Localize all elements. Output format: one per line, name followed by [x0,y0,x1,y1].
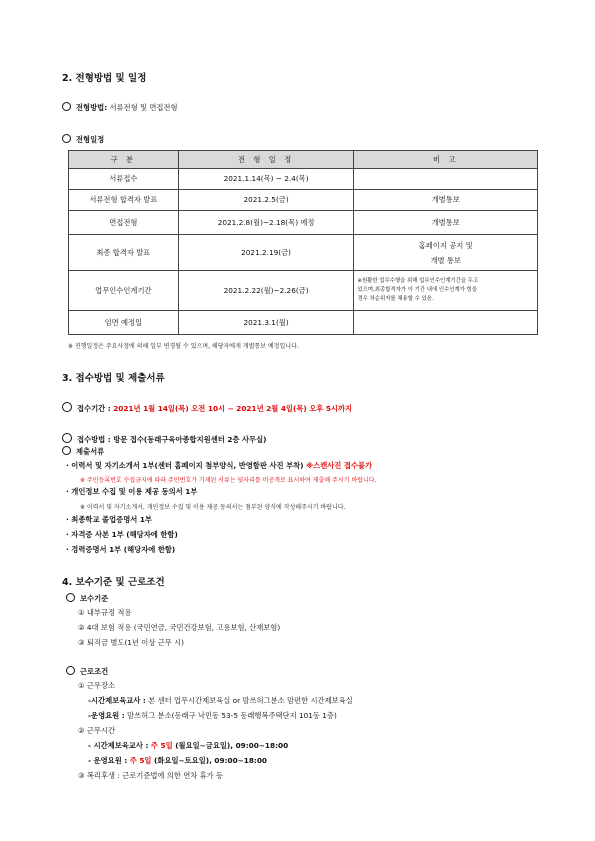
table-cell: 최종 합격자 발표 [69,235,179,271]
section-4-heading: 4. 보수기준 및 근로조건 [62,577,165,588]
schedule-label: 전형일정 [76,135,105,144]
work-item-3: ③ 복리후생 : 근로기준법에 의한 연차 휴가 등 [78,771,224,780]
table-cell: 2021.2.22(월)~2.26(금) [178,271,354,311]
number-icon: ② [78,623,85,632]
docs-label-line [62,446,104,457]
table-row [69,211,538,235]
table-cell: 홈페이지 공지 및 개별 통보 [354,235,538,271]
table-cell-remark: ※원활한 업무수행을 위해 업무인수인계기간을 두고 있으며,최종합격자가 이 기간 내에 인수인계가 힘들 경우 차순위자를 채용할 수 있음. [354,271,538,311]
number-icon: ③ [78,638,85,647]
table-cell [354,169,538,190]
method-line-3 [62,433,267,445]
number-icon: ③ [78,771,85,780]
table-cell: 2021.2.8(월)~2.18(목) 예정 [178,211,354,235]
schedule-table [68,150,538,335]
work-label-line [66,666,108,677]
pay-item-2: ② 4대 보험 적용 (국민연금, 국민건강보험, 고용보험, 산재보험) [78,623,281,632]
table-cell: 2021.2.19(금) [178,235,354,271]
work-item-1b: -운영요원 : 맘쓰허그 분소(동래구 낙민동 53-5 동래행복주택단지 101동 1층) [88,711,337,720]
schedule-label-line [62,134,104,145]
pay-item-3: ③ 퇴직금 별도(1년 이상 근무 시) [78,638,185,647]
table-row [69,271,538,311]
number-icon: ① [78,681,85,690]
doc-item-1-warning: ※스캔사진 접수불가 [303,461,373,470]
doc-item-1-text: · 이력서 및 자기소개서 1부(센터 홈페이지 첨부양식, 반영함판 사진 부착) [66,461,304,470]
doc-item-3: · 최종학교 졸업증명서 1부 [66,515,152,524]
work-label: 근로조건 [80,667,109,676]
table-header-cell: 비 고 [354,151,538,169]
method-line [62,102,178,113]
table-cell: 임면 예정일 [69,311,179,335]
pay-label-line [66,593,108,604]
pay-item-1: ① 내부규정 적용 [78,608,132,617]
doc-item-4: · 자격증 사본 1부 (해당자에 한함) [66,530,178,539]
work-item-1a: -시간제보육교사 : 본 센터 업무시간제보육실 or 맘쓰허그분소 맘편한 시간제보육실 [88,696,353,705]
period-value: 2021년 1월 14일(목) 오전 10시 ~ 2021년 2월 4일(목) 오후 5시까지 [113,404,353,413]
table-cell: 서류접수 [69,169,179,190]
doc-item-5: · 경력증명서 1부 (해당자에 한함) [66,545,176,554]
period-label: 접수기간 : [77,404,114,413]
table-row [69,190,538,211]
section-3-heading: 3. 접수방법 및 제출서류 [62,373,165,384]
table-row [69,311,538,335]
number-icon: ② [78,726,85,735]
table-cell: 2021.2.5(금) [178,190,354,211]
method-value: 서류전형 및 면접전형 [107,103,178,112]
table-header-cell: 전 형 일 정 [178,151,354,169]
circle-bullet-icon [62,134,71,143]
doc-item-1 [66,461,372,471]
number-icon: ① [78,608,85,617]
work-item-1: ① 근무장소 [78,681,116,690]
work-item-2: ② 근무시간 [78,726,116,735]
table-cell [354,311,538,335]
table-header-row [69,151,538,169]
table-cell: 2021.1.14(목) ~ 2.4(목) [178,169,354,190]
receipt-method: 접수방법 : 방문 접수(동래구육아종합지원센터 2층 사무실) [77,435,267,444]
table-cell: 개별통보 [354,211,538,235]
table-cell: 업무인수인계기간 [69,271,179,311]
table-header-cell: 구 분 [69,151,179,169]
section-2-heading: 2. 전형방법 및 일정 [62,73,147,84]
circle-bullet-icon [66,666,75,675]
circle-bullet-icon [62,402,72,412]
doc-item-2: · 개인정보 수집 및 이용 제공 동의서 1부 [66,487,198,496]
circle-bullet-icon [62,446,71,455]
circle-bullet-icon [62,433,72,443]
schedule-footnote: ※ 진행일정은 주요사정에 의해 일부 변경될 수 있으며, 해당자에게 개별통보 예정입니다. [68,343,299,350]
work-item-2b: - 운영요원 : 주 5일 (화요일~토요일), 09:00~18:00 [88,756,267,765]
circle-bullet-icon [62,102,71,111]
table-cell: 면접전형 [69,211,179,235]
work-item-2a: - 시간제보육교사 : 주 5일 (월요일~금요일), 09:00~18:00 [88,741,289,750]
table-cell: 서류전형 합격자 발표 [69,190,179,211]
pay-label: 보수기준 [80,594,109,603]
method-label: 전형방법: [76,103,108,112]
table-row [69,235,538,271]
docs-label: 제출서류 [76,447,105,456]
table-cell: 개별통보 [354,190,538,211]
circle-bullet-icon [66,593,75,602]
doc-item-1-note: ※ 주민등록번호 수집금지에 따라 주민번호가 기재된 서류는 뒷자리를 비공개로 표시하여 제출해 주시기 바랍니다. [80,477,377,484]
period-line [62,402,352,414]
table-cell: 2021.3.1(월) [178,311,354,335]
table-row [69,169,538,190]
doc-item-2-note: ※ 이력서 및 자기소개서, 개인정보 수집 및 이용 제공 동의서는 첨부된 양식에 작성해주시기 바랍니다. [80,504,346,511]
